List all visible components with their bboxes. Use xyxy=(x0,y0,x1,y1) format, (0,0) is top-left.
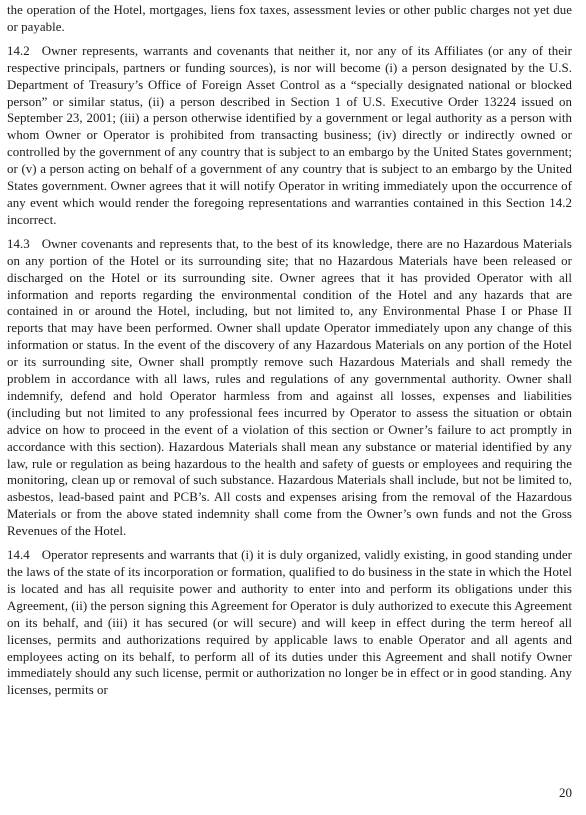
section-number: 14.2 xyxy=(7,43,30,58)
section-text: Owner represents, warrants and covenants that neither it, nor any of its Affiliates (or any of their respective principals, partners or funding sources), is nor will become (i) a person designated by the U.S. Department of Treasury’s Office of Foreign Asset Control as a “specially designated national or blocked person” or similar status, (ii) a person described in Section 1 of U.S. Executive Order 13224 issued on September 23, 2001; (iii) a person otherwise identified by a government or legal authority as a person with whom Owner or Operator is prohibited from transacting business; (iv) directly or indirectly owned or controlled by the government of any country that is subject to an embargo by the United States government; or (v) a person acting on behalf of a government of any country that is subject to an embargo by the United States government. Owner agrees that it will notify Operator in writing immediately upon the occurrence of any event which would render the foregoing representations and warranties contained in this Section 14.2 incorrect. xyxy=(7,43,572,227)
section-14-4 xyxy=(7,547,572,699)
section-14-2 xyxy=(7,43,572,229)
continuation-paragraph: the operation of the Hotel, mortgages, liens fox taxes, assessment levies or other public charges not yet due or payable. xyxy=(7,3,572,34)
section-number: 14.4 xyxy=(7,548,30,563)
section-14-3 xyxy=(7,236,572,540)
document-body xyxy=(7,2,572,706)
page-number: 20 xyxy=(559,785,572,800)
section-number: 14.3 xyxy=(7,236,30,251)
section-text: Operator represents and warrants that (i) it is duly organized, validly existing, in good standing under the laws of the state of its incorporation or formation, qualified to do business in the state in which the Hotel is located and has all requisite power and authority to enter into and perform its obligations under this Agreement, (ii) the person signing this Agreement for Operator is duly authorized to execute this Agreement on its behalf, and (iii) it has secured (or will secure) and will keep in effect during the term hereof all licenses, permits and authorizations required by applicable laws to enable Operator and all agents and employees acting on its behalf, to perform all of its duties under this Agreement and shall notify Owner immediately should any such license, permit or authorization no longer be in effect or in good standing. Any licenses, permits or xyxy=(7,548,572,698)
section-text: Owner covenants and represents that, to the best of its knowledge, there are no Hazardous Materials on any portion of the Hotel or its surrounding site; that no Hazardous Materials have been released or discharged on the Hotel or its surrounding site. Owner agrees that it has provided Operator with all information and reports regarding the environmental condition of the Hotel and any hazards that are contained in or around the Hotel, including, but not limited to, any Environmental Phase I or Phase II reports that may have been performed. Owner shall update Operator immediately upon any change of this information or status. In the event of the discovery of any Hazardous Materials on any portion of the Hotel or its surrounding site, Owner shall promptly remove such Hazardous Materials and shall remedy the problem in accordance with all laws, rules and regulations of any governmental authority. Owner shall indemnify, defend and hold Operator harmless from and against all losses, expenses and liabilities (including but not limited to any professional fees incurred by Operator to assess the situation or obtain advice on how to proceed in the event of a violation of this section or Owner’s failure to act promptly in accordance with this section). Hazardous Materials shall mean any substance or material identified by any law, rule or regulation as being hazardous to the health and safety of guests or employees and requiring the monitoring, clean up or removal of such substance. Hazardous Materials shall include, but not be limited to, asbestos, lead-based paint and PCB’s. All costs and expenses arising from the removal of the Hazardous Materials or from the above stated indemnity shall come from the Owner’s own funds and not the Gross Revenues of the Hotel. xyxy=(7,236,572,539)
